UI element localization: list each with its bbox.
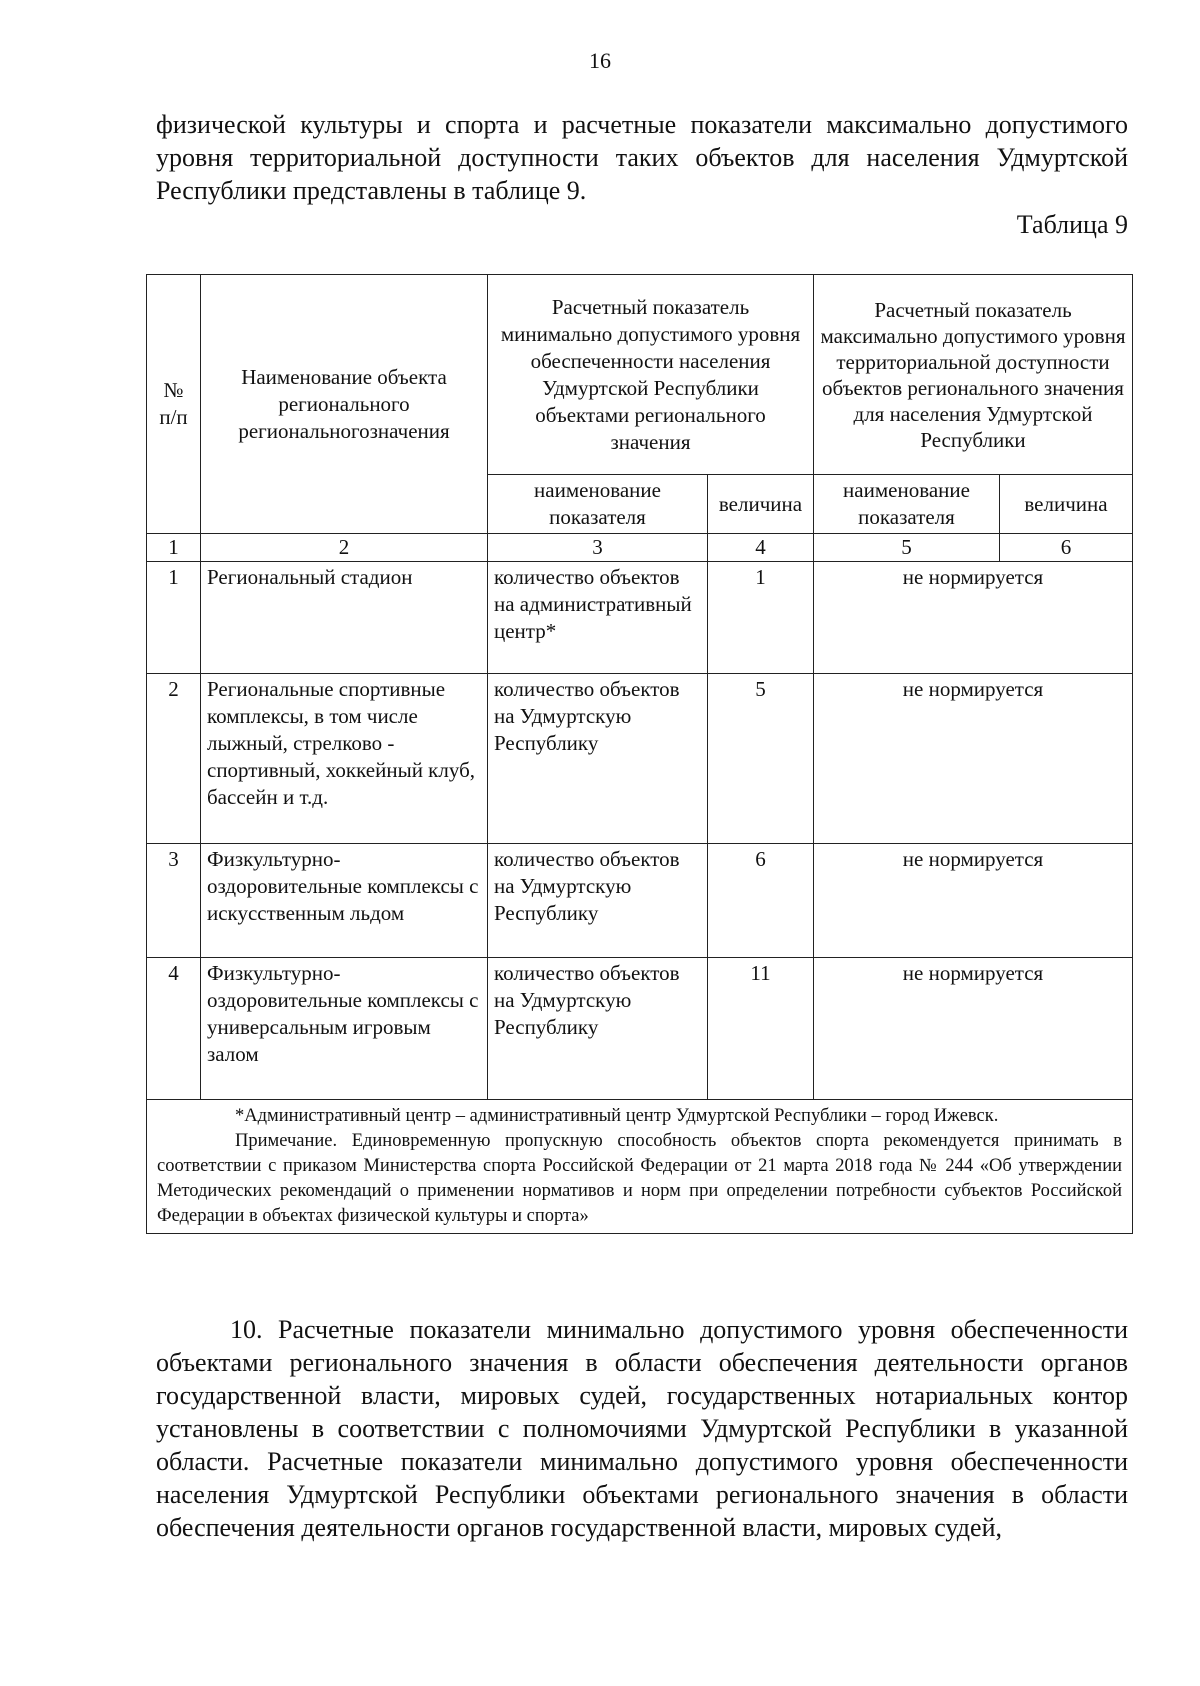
table-row	[147, 674, 1133, 844]
row-object-name: Региональный стадион	[201, 562, 488, 674]
table-footnote: *Административный центр – административный центр Удмуртской Республики – город Ижевск.	[235, 1106, 999, 1126]
row-object-name: Физкультурно-оздоровительные комплексы с универсальным игровым залом	[201, 958, 488, 1100]
intro-paragraph: физической культуры и спорта и расчетные показатели максимально допустимого уровня территориальной доступности таких объектов для населения Удмуртской Республики представлены в таблице 9.	[156, 110, 1128, 205]
header-num: № п/п	[147, 275, 201, 534]
table-remark: Примечание. Единовременную пропускную способность объектов спорта рекомендуется принимать в соответствии с приказом Министерства спорта Российской Федерации от 21 марта 2018 года № 244 «Об утверждении Методических рекомендаций о применении нормативов и норм при определении потребности субъектов Российской Федерации в объектах физической культуры и спорта»	[157, 1131, 1122, 1226]
header-max-value: величина	[1000, 475, 1133, 534]
row-max-indicator: не нормируется	[814, 958, 1133, 1100]
row-value: 1	[708, 562, 814, 674]
section-10-paragraph: 10. Расчетные показатели минимально допустимого уровня обеспеченности объектами регионального значения в области обеспечения деятельности органов государственной власти, мировых судей, государственных нотариальных контор установлены в соответствии с полномочиями Удмуртской Республики в указанной области. Расчетные показатели минимально допустимого уровня обеспеченности населения Удмуртской Республики объектами регионального значения в области обеспечения деятельности органов государственной власти, мировых судей,	[156, 1315, 1128, 1542]
table-row	[147, 844, 1133, 958]
column-number: 2	[201, 534, 488, 562]
row-num: 3	[147, 844, 201, 958]
row-max-indicator: не нормируется	[814, 674, 1133, 844]
column-number: 5	[814, 534, 1000, 562]
table-row	[147, 958, 1133, 1100]
row-max-indicator: не нормируется	[814, 562, 1133, 674]
header-min-value: величина	[708, 475, 814, 534]
column-number: 4	[708, 534, 814, 562]
row-indicator: количество объектов на административный центр*	[488, 562, 708, 674]
row-num: 2	[147, 674, 201, 844]
row-object-name: Региональные спортивные комплексы, в том числе лыжный, стрелково - спортивный, хоккейный клуб, бассейн и т.д.	[201, 674, 488, 844]
row-indicator: количество объектов на Удмуртскую Республику	[488, 844, 708, 958]
row-value: 5	[708, 674, 814, 844]
header-max-group: Расчетный показатель максимально допустимого уровня территориальной доступности объектов регионального значения для населения Удмуртской Республики	[814, 275, 1133, 475]
row-num: 1	[147, 562, 201, 674]
column-number: 1	[147, 534, 201, 562]
row-value: 11	[708, 958, 814, 1100]
row-num: 4	[147, 958, 201, 1100]
table-notes	[147, 1100, 1133, 1234]
table-header-row	[147, 275, 1133, 475]
row-max-indicator: не нормируется	[814, 844, 1133, 958]
row-object-name: Физкультурно-оздоровительные комплексы с искусственным льдом	[201, 844, 488, 958]
page-number: 16	[589, 48, 611, 73]
header-object-name: Наименование объекта регионального региональногозначения	[201, 275, 488, 534]
header-min-name: наименование показателя	[488, 475, 708, 534]
column-number: 6	[1000, 534, 1133, 562]
table-caption: Таблица 9	[1016, 210, 1128, 239]
table-notes-row	[147, 1100, 1133, 1234]
row-value: 6	[708, 844, 814, 958]
row-indicator: количество объектов на Удмуртскую Республику	[488, 958, 708, 1100]
header-max-name: наименование показателя	[814, 475, 1000, 534]
standards-table	[146, 274, 1133, 1234]
table-row	[147, 562, 1133, 674]
column-number-row	[147, 534, 1133, 562]
column-number: 3	[488, 534, 708, 562]
row-indicator: количество объектов на Удмуртскую Республику	[488, 674, 708, 844]
header-min-group: Расчетный показатель минимально допустимого уровня обеспеченности населения Удмуртской Республики объектами регионального значения	[488, 275, 814, 475]
